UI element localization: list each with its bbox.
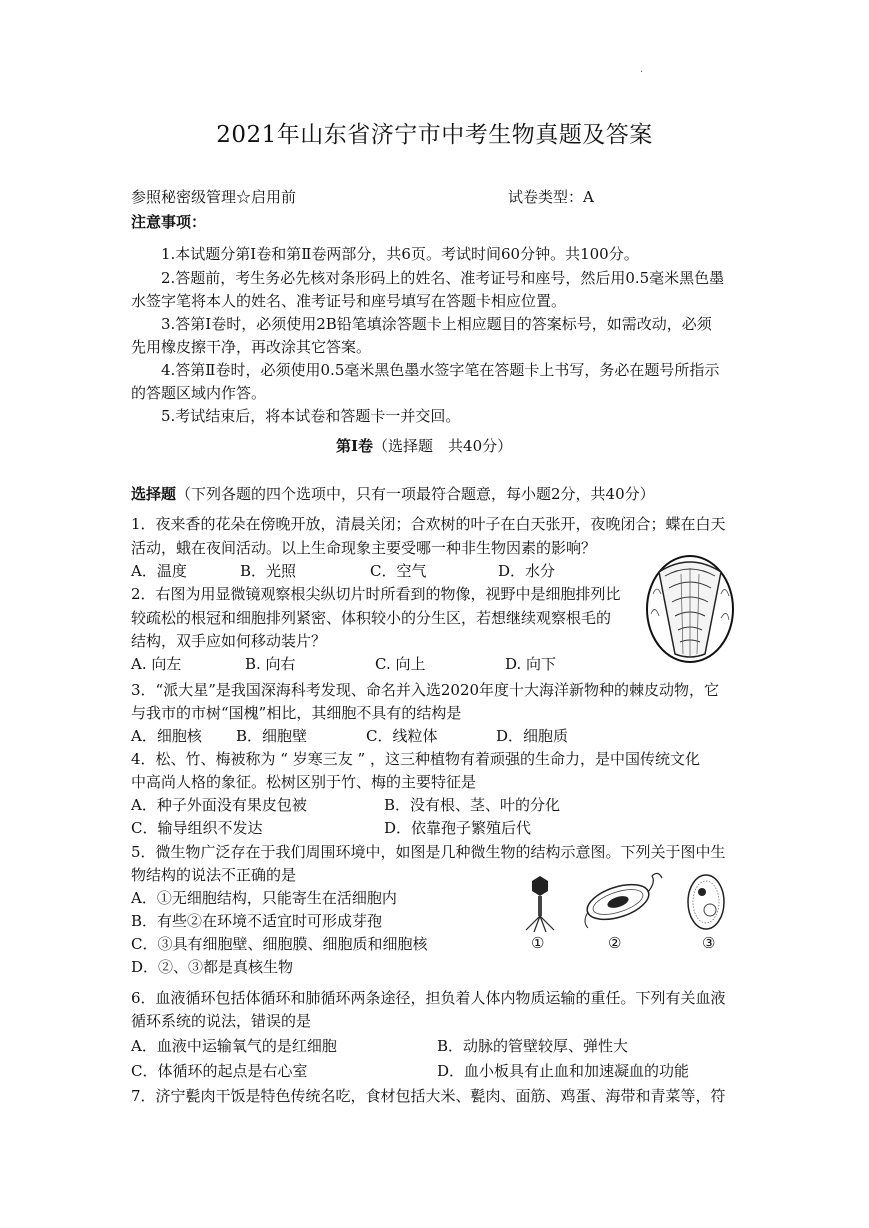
q3-text: 3．“派大星”是我国深海科考发现、命名并入选2020年度十大海洋新物种的棘皮动物，它 [131,681,720,699]
note-line: 5.考试结束后，将本试卷和答题卡一并交回。 [161,407,461,425]
q2-text: 2．右图为用显微镜观察根尖纵切片时所看到的物像，视野中是细胞排列比 [131,585,621,603]
section-instructions [131,484,655,504]
note-line: 先用橡皮擦干净，再改涂其它答案。 [131,338,372,356]
q3-option-c: C．线粒体 [366,727,438,745]
note-line: 水签字笔将本人的姓名、准考证号和座号填写在答题卡相应位置。 [131,292,567,310]
q2-option-c: C. 向上 [375,655,426,673]
q3-text: 与我市的市树“国槐”相比，其细胞不具有的结构是 [131,704,462,722]
note-line: 1.本试题分第Ⅰ卷和第Ⅱ卷两部分，共6页。考试时间60分钟。共100分。 [161,245,639,263]
q3-option-d: D．细胞质 [496,727,569,745]
instructions-bold: 选择题 [131,485,177,503]
corner-dot: . [640,64,644,75]
note-line: 3.答第Ⅰ卷时，必须使用2B铅笔填涂答题卡上相应题目的答案标号，如需改动，必须 [161,315,712,333]
section-title-bold: 第Ⅰ卷 [336,437,374,455]
q6-option-b: B．动脉的管壁较厚、弹性大 [437,1037,629,1055]
note-line: 4.答第Ⅱ卷时，必须使用0.5毫米黑色墨水签字笔在答题卡上书写，务必在题号所指示 [161,361,720,379]
q2-option-b: B. 向右 [245,655,296,673]
confidential-label: 参照秘密级管理☆启用前 [131,188,297,206]
figure-label-1: ① [531,934,545,952]
virus-icon [526,876,554,932]
bacterium-icon [583,873,662,928]
yeast-cell-icon [688,875,724,929]
q2-option-d: D. 向下 [505,655,557,673]
section-title [336,436,512,456]
q2-option-a: A. 向左 [131,655,182,673]
q4-option-d: D．依靠孢子繁殖后代 [384,819,532,837]
q1-text: 活动，蛾在夜间活动。以上生命现象主要受哪一种非生物因素的影响？ [131,539,597,557]
q6-option-d: D．血小板具有止血和加速凝血的功能 [437,1062,690,1080]
notes-heading: 注意事项： [131,213,207,231]
page-title: 2021年山东省济宁市中考生物真题及答案 [216,122,653,148]
q4-text: 4．松、竹、梅被称为 “ 岁寒三友 ” ，这三种植物有着顽强的生命力，是中国传统文化 [131,750,700,768]
q5-text: 物结构的说法不正确的是 [131,866,297,884]
q4-text: 中高尚人格的象征。松树区别于竹、梅的主要特征是 [131,773,477,791]
q2-text: 结构，双手应如何移动装片？ [131,632,327,650]
figure-label-3: ③ [702,934,716,952]
q1-option-a: A．温度 [131,562,187,580]
q5-text: 5．微生物广泛存在于我们周围环境中，如图是几种微生物的结构示意图。下列关于图中生 [131,843,726,861]
root-tip-micrograph [645,554,735,664]
q3-option-a: A．细胞核 [131,727,202,745]
q5-option-d: D．②、③都是真核生物 [131,958,294,976]
q1-text: 1．夜来香的花朵在傍晚开放，清晨关闭；合欢树的叶子在白天张开，夜晚闭合；蝶在白天 [131,515,726,533]
q3-option-b: B．细胞壁 [236,727,308,745]
q2-text: 较疏松的根冠和细胞排列紧密、体积较小的分生区，若想继续观察根毛的 [131,609,612,627]
note-line: 的答题区域内作答。 [131,384,267,402]
figure-label-2: ② [608,934,622,952]
section-title-rest: （选择题 共40分） [373,437,513,455]
note-line: 2.答题前，考生务必先核对条形码上的姓名、准考证号和座号，然后用0.5毫米黑色墨 [161,269,725,287]
q6-option-a: A．血液中运输氧气的是红细胞 [131,1037,337,1055]
q1-option-c: C．空气 [370,562,427,580]
q1-option-d: D．水分 [498,562,556,580]
q4-option-c: C．输导组织不发达 [131,819,263,837]
q1-option-b: B．光照 [240,562,297,580]
q6-text: 循环系统的说法，错误的是 [131,1012,312,1030]
q7-text: 7．济宁甏肉干饭是特色传统名吃，食材包括大米、甏肉、面筋、鸡蛋、海带和青菜等，符 [131,1087,726,1105]
q6-text: 6．血液循环包括体循环和肺循环两条途径，担负着人体内物质运输的重任。下列有关血液 [131,989,726,1007]
q6-option-c: C．体循环的起点是右心室 [131,1062,308,1080]
q4-option-a: A．种子外面没有果皮包被 [131,796,307,814]
q5-option-a: A．①无细胞结构，只能寄生在活细胞内 [131,889,397,907]
paper-type-label: 试卷类型：A [508,188,594,206]
instructions-rest: （下列各题的四个选项中，只有一项最符合题意，每小题2分，共40分） [176,485,655,503]
q5-option-b: B．有些②在环境不适宜时可形成芽孢 [131,912,383,930]
q4-option-b: B．没有根、茎、叶的分化 [384,796,561,814]
q5-option-c: C．③具有细胞壁、细胞膜、细胞质和细胞核 [131,935,428,953]
